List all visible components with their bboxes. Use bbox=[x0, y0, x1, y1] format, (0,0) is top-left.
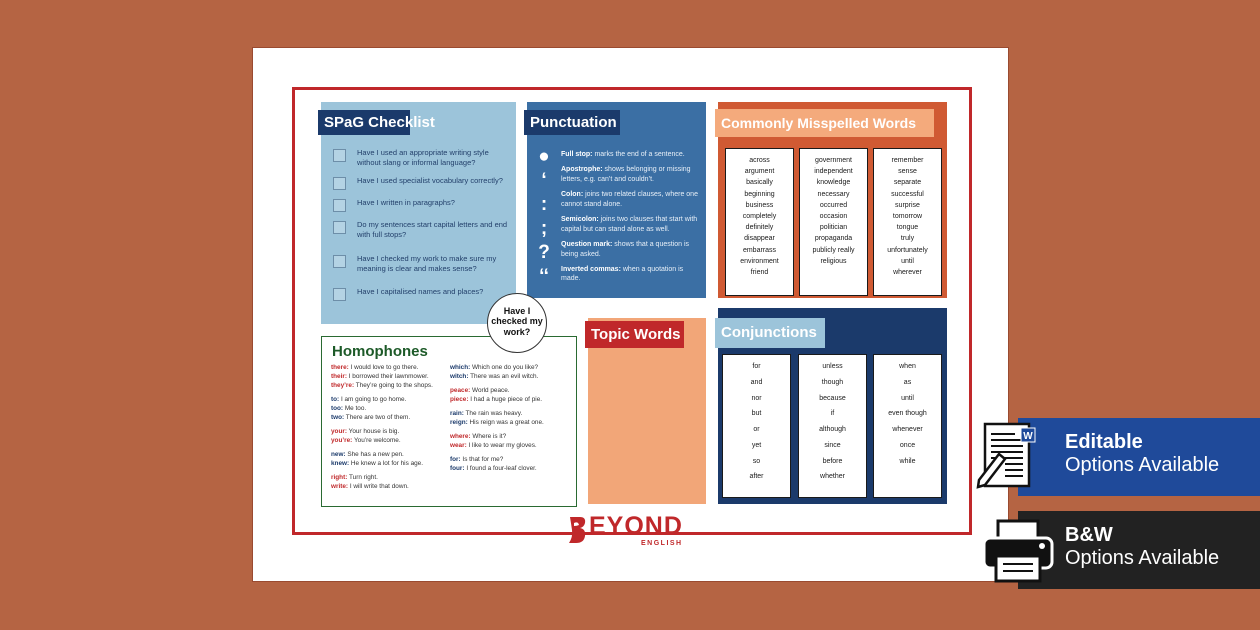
word-item: business bbox=[745, 201, 774, 209]
word-item: remember bbox=[891, 157, 924, 164]
word-item: after bbox=[749, 473, 764, 481]
checkbox[interactable] bbox=[333, 177, 346, 190]
conjunctions-word-column bbox=[722, 354, 791, 498]
word-item: even though bbox=[888, 410, 927, 418]
homophone-example: I would love to go there. bbox=[348, 364, 419, 371]
word-item: tomorrow bbox=[892, 212, 923, 220]
homophone-example: I will write that down. bbox=[348, 482, 409, 490]
word-item: because bbox=[819, 394, 846, 402]
word-item: occurred bbox=[819, 201, 848, 209]
homophone-term: witch: bbox=[450, 372, 469, 380]
homophone-group bbox=[450, 433, 575, 451]
word-item: occasion bbox=[819, 212, 848, 220]
word-item: religious bbox=[820, 257, 847, 265]
homophone-group bbox=[331, 474, 456, 492]
homophone-entry bbox=[331, 373, 456, 382]
checklist-item-text: Have I written in paragraphs? bbox=[357, 198, 455, 208]
checked-work-bubble: Have I checked my work? bbox=[487, 293, 547, 353]
punctuation-definition bbox=[561, 165, 703, 184]
homophone-example: I found a four-leaf clover. bbox=[464, 464, 537, 472]
homophones-left-column bbox=[331, 364, 456, 497]
homophone-example: She has a new pen. bbox=[345, 450, 404, 458]
punctuation-term: Question mark: bbox=[561, 241, 613, 249]
word-item: as bbox=[903, 378, 912, 386]
homophone-example: He knew a lot for his age. bbox=[349, 459, 424, 467]
word-item: whenever bbox=[892, 426, 923, 433]
punctuation-mark-icon: : bbox=[540, 194, 548, 215]
homophone-entry bbox=[331, 483, 456, 492]
misspelled-word-column bbox=[799, 148, 868, 296]
homophone-term: right: bbox=[331, 473, 348, 481]
svg-text:W: W bbox=[1023, 431, 1033, 442]
word-document-icon bbox=[975, 420, 1037, 492]
checklist-item bbox=[333, 254, 513, 274]
homophone-entry bbox=[450, 456, 575, 465]
word-item: while bbox=[899, 457, 916, 465]
checklist-item bbox=[333, 220, 513, 240]
checkbox[interactable] bbox=[333, 199, 346, 212]
homophone-group bbox=[450, 456, 575, 474]
homophone-example: Which one do you like? bbox=[470, 364, 539, 371]
word-item: tongue bbox=[896, 224, 919, 232]
word-item: yet bbox=[751, 441, 762, 449]
checkbox[interactable] bbox=[333, 149, 346, 162]
word-item: when bbox=[899, 363, 916, 370]
punctuation-term: Inverted commas: bbox=[561, 265, 621, 273]
word-item: government bbox=[815, 157, 852, 164]
homophone-term: four: bbox=[450, 464, 465, 472]
word-item: disappear bbox=[744, 235, 775, 243]
homophone-entry bbox=[450, 419, 575, 428]
word-item: surprise bbox=[895, 201, 920, 209]
word-item: whether bbox=[820, 473, 845, 481]
homophone-example: Is that for me? bbox=[460, 455, 504, 463]
topic-words-panel bbox=[588, 318, 706, 504]
homophone-group bbox=[450, 410, 575, 428]
punctuation-term: Full stop: bbox=[561, 151, 593, 158]
homophone-term: two: bbox=[331, 413, 345, 421]
punctuation-description: joins two related clauses, where one cannot stand alone. bbox=[561, 191, 698, 208]
spag-checklist-panel bbox=[321, 102, 516, 324]
conjunctions-title: Conjunctions bbox=[715, 318, 825, 348]
homophone-entry bbox=[331, 405, 456, 414]
checklist-item bbox=[333, 287, 513, 301]
word-item: before bbox=[822, 457, 843, 465]
homophones-title: Homophones bbox=[332, 343, 428, 360]
homophone-term: too: bbox=[331, 404, 344, 412]
homophone-example: I borrowed their lawnmower. bbox=[346, 372, 429, 380]
homophone-entry bbox=[450, 387, 575, 396]
word-item: completely bbox=[742, 212, 777, 220]
punctuation-mark-icon: ‘ bbox=[541, 170, 547, 191]
homophone-entry bbox=[331, 451, 456, 460]
checkbox[interactable] bbox=[333, 255, 346, 268]
homophone-example: There was an evil witch. bbox=[468, 372, 539, 380]
word-item: since bbox=[824, 441, 841, 449]
editable-sublabel: Options Available bbox=[1065, 454, 1220, 476]
word-item: so bbox=[752, 457, 761, 465]
word-item: separate bbox=[893, 179, 922, 187]
homophone-term: where: bbox=[450, 432, 471, 440]
beyond-english-logo bbox=[563, 512, 703, 552]
word-item: publicly really bbox=[812, 246, 855, 254]
spag-title: SPaG Checklist bbox=[318, 110, 410, 135]
homophone-entry bbox=[331, 364, 456, 373]
word-item: definitely bbox=[745, 224, 774, 232]
homophone-group bbox=[450, 364, 575, 382]
word-item: sense bbox=[898, 168, 917, 176]
homophone-term: your: bbox=[331, 427, 347, 435]
homophone-example: There are two of them. bbox=[344, 413, 411, 421]
word-item: across bbox=[749, 157, 770, 164]
punctuation-term: Semicolon: bbox=[561, 216, 599, 224]
homophone-example: Me too. bbox=[343, 404, 367, 412]
homophone-term: you’re: bbox=[331, 436, 353, 444]
homophone-example: I am going to go home. bbox=[339, 395, 407, 403]
punctuation-description: shows belonging or missing letters, e.g. can’t and couldn’t. bbox=[561, 166, 691, 183]
word-item: knowledge bbox=[816, 179, 851, 187]
bw-label: B&W bbox=[1065, 524, 1113, 546]
word-item: independent bbox=[814, 168, 853, 176]
word-item: though bbox=[821, 378, 844, 386]
punctuation-term: Apostrophe: bbox=[561, 166, 603, 174]
punctuation-definition bbox=[561, 215, 703, 234]
word-item: argument bbox=[744, 168, 775, 176]
misspelled-title: Commonly Misspelled Words bbox=[715, 109, 934, 137]
punctuation-definition bbox=[561, 190, 703, 209]
word-item: until bbox=[901, 257, 914, 265]
punctuation-mark-icon: ● bbox=[538, 146, 550, 167]
punctuation-description: marks the end of a sentence. bbox=[592, 151, 685, 158]
word-item: friend bbox=[750, 268, 769, 276]
word-item: for bbox=[752, 363, 761, 370]
checklist-item bbox=[333, 198, 513, 212]
punctuation-definitions bbox=[561, 150, 703, 290]
conjunctions-word-column bbox=[798, 354, 867, 498]
homophone-example: His reign was a great one. bbox=[467, 418, 544, 426]
word-item: or bbox=[753, 426, 760, 433]
punctuation-description: joins two clauses that start with capital but can stand alone as well. bbox=[561, 216, 698, 233]
homophone-entry bbox=[331, 396, 456, 405]
homophone-entry bbox=[450, 396, 575, 405]
checklist-item-text: Have I used specialist vocabulary correctly? bbox=[357, 176, 503, 186]
homophone-term: new: bbox=[331, 450, 346, 458]
punctuation-panel bbox=[527, 102, 706, 298]
checklist-item bbox=[333, 148, 513, 168]
misspelled-word-column bbox=[725, 148, 794, 296]
punctuation-title: Punctuation bbox=[524, 110, 620, 135]
beyond-logo-mark-icon bbox=[567, 515, 587, 545]
logo-subtitle: ENGLISH bbox=[641, 540, 683, 547]
bw-sublabel: Options Available bbox=[1065, 547, 1220, 569]
editable-options-badge[interactable] bbox=[1018, 418, 1260, 496]
homophone-entry bbox=[331, 460, 456, 469]
printer-icon bbox=[980, 518, 1056, 584]
punctuation-definition bbox=[561, 240, 703, 259]
conjunctions-panel bbox=[718, 308, 947, 504]
homophone-term: wear: bbox=[450, 441, 467, 449]
homophone-entry bbox=[450, 433, 575, 442]
checklist-item-text: Have I checked my work to make sure my meaning is clear and makes sense? bbox=[357, 253, 497, 273]
word-item: necessary bbox=[817, 190, 850, 198]
spag-checklist bbox=[333, 148, 513, 309]
word-item: truly bbox=[900, 235, 915, 243]
word-item: nor bbox=[751, 394, 762, 402]
word-item: environment bbox=[740, 257, 779, 265]
homophone-example: I like to wear my gloves. bbox=[466, 441, 537, 449]
checklist-item-text: Do my sentences start capital letters and end with full stops? bbox=[357, 220, 508, 240]
homophone-term: they’re: bbox=[331, 381, 355, 389]
word-item: but bbox=[751, 410, 762, 418]
topic-title: Topic Words bbox=[585, 321, 684, 348]
homophone-entry bbox=[450, 373, 575, 382]
homophone-term: for: bbox=[450, 455, 461, 463]
punctuation-term: Colon: bbox=[561, 191, 584, 199]
checkbox[interactable] bbox=[333, 221, 346, 234]
homophone-term: reign: bbox=[450, 418, 468, 426]
misspelled-words-panel bbox=[718, 102, 947, 298]
word-item: although bbox=[819, 426, 846, 433]
homophone-term: there: bbox=[331, 364, 349, 371]
punctuation-description: when a quotation is made. bbox=[561, 265, 684, 283]
homophone-example: The rain was heavy. bbox=[463, 409, 523, 417]
punctuation-mark-icon: ? bbox=[538, 242, 550, 263]
word-item: embarrass bbox=[742, 246, 777, 254]
homophone-example: Your house is big. bbox=[346, 427, 400, 435]
word-item: successful bbox=[891, 190, 924, 198]
homophone-example: You’re welcome. bbox=[352, 436, 401, 444]
homophone-entry bbox=[331, 428, 456, 437]
checkbox[interactable] bbox=[333, 288, 346, 301]
word-item: beginning bbox=[744, 190, 775, 198]
homophone-term: which: bbox=[450, 364, 471, 371]
homophone-example: Where is it? bbox=[470, 432, 507, 440]
homophone-term: knew: bbox=[331, 459, 350, 467]
punctuation-mark-icon: ‘‘ bbox=[539, 266, 549, 287]
misspelled-word-column bbox=[873, 148, 942, 296]
homophone-term: rain: bbox=[450, 409, 464, 417]
homophone-entry bbox=[331, 382, 456, 391]
word-item: wherever bbox=[893, 268, 922, 276]
homophone-term: their: bbox=[331, 372, 347, 380]
homophone-entry bbox=[331, 474, 456, 483]
homophone-group bbox=[331, 451, 456, 469]
word-item: and bbox=[750, 378, 763, 386]
punctuation-mark-icon: ; bbox=[540, 218, 548, 239]
homophone-example: World peace. bbox=[470, 386, 510, 394]
homophone-entry bbox=[450, 364, 575, 373]
homophone-group bbox=[331, 428, 456, 446]
checklist-item bbox=[333, 176, 513, 190]
homophones-panel bbox=[321, 336, 577, 507]
homophone-group bbox=[331, 364, 456, 391]
homophone-term: peace: bbox=[450, 386, 471, 394]
homophone-entry bbox=[450, 410, 575, 419]
homophone-group bbox=[331, 396, 456, 423]
homophone-term: to: bbox=[331, 395, 340, 403]
homophone-entry bbox=[450, 465, 575, 474]
word-item: if bbox=[830, 410, 835, 418]
word-item: once bbox=[899, 441, 916, 449]
word-item: until bbox=[901, 394, 914, 402]
homophone-entry bbox=[331, 414, 456, 423]
word-item: basically bbox=[746, 179, 773, 187]
editable-label: Editable bbox=[1065, 431, 1143, 453]
punctuation-description: shows that a question is being asked. bbox=[561, 241, 690, 258]
punctuation-definition bbox=[561, 150, 703, 159]
logo-word: EYOND bbox=[589, 512, 683, 540]
homophone-example: I had a huge piece of pie. bbox=[468, 395, 543, 403]
homophones-right-column bbox=[450, 364, 575, 479]
homophone-entry bbox=[331, 437, 456, 446]
homophone-group bbox=[450, 387, 575, 405]
punctuation-definition bbox=[561, 265, 703, 284]
word-item: unfortunately bbox=[887, 246, 928, 254]
word-item: politician bbox=[819, 224, 848, 232]
punctuation-marks bbox=[535, 147, 553, 291]
homophone-example: Turn right. bbox=[347, 473, 378, 481]
word-item: propaganda bbox=[814, 235, 853, 243]
checklist-item-text: Have I used an appropriate writing style without slang or informal language? bbox=[357, 148, 489, 168]
homophone-example: They’re going to the shops. bbox=[354, 381, 433, 389]
checklist-item-text: Have I capitalised names and places? bbox=[357, 286, 484, 296]
homophone-term: piece: bbox=[450, 395, 469, 403]
homophone-entry bbox=[450, 442, 575, 451]
homophone-term: write: bbox=[331, 482, 349, 490]
conjunctions-word-column bbox=[873, 354, 942, 498]
word-item: unless bbox=[822, 363, 843, 370]
